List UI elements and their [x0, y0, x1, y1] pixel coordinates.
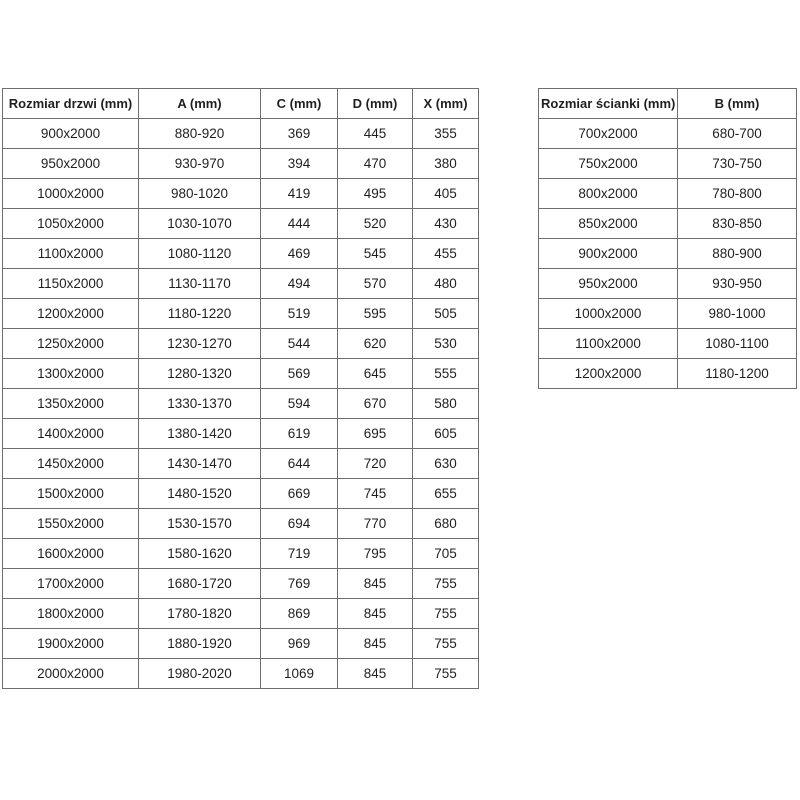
column-header: C (mm) — [261, 89, 338, 119]
table-cell: 1980-2020 — [139, 659, 261, 689]
table-cell: 930-950 — [678, 269, 797, 299]
table-cell: 619 — [261, 419, 338, 449]
table-cell: 1800x2000 — [3, 599, 139, 629]
table-cell: 1400x2000 — [3, 419, 139, 449]
table-cell: 444 — [261, 209, 338, 239]
table-cell: 620 — [338, 329, 413, 359]
table-row — [539, 179, 797, 209]
table-cell: 1200x2000 — [539, 359, 678, 389]
table-cell: 655 — [413, 479, 479, 509]
table-cell: 1700x2000 — [3, 569, 139, 599]
column-header: Rozmiar ścianki (mm) — [539, 89, 678, 119]
table-cell: 1150x2000 — [3, 269, 139, 299]
table-cell: 469 — [261, 239, 338, 269]
table-cell: 1000x2000 — [539, 299, 678, 329]
table-cell: 1230-1270 — [139, 329, 261, 359]
table-cell: 494 — [261, 269, 338, 299]
table-cell: 755 — [413, 629, 479, 659]
table-row — [3, 449, 479, 479]
table-cell: 380 — [413, 149, 479, 179]
table-cell: 430 — [413, 209, 479, 239]
table-row — [3, 239, 479, 269]
table-cell: 394 — [261, 149, 338, 179]
table-cell: 1180-1220 — [139, 299, 261, 329]
table-cell: 1880-1920 — [139, 629, 261, 659]
table-cell: 800x2000 — [539, 179, 678, 209]
table-cell: 770 — [338, 509, 413, 539]
table-cell: 405 — [413, 179, 479, 209]
table-cell: 695 — [338, 419, 413, 449]
table-cell: 969 — [261, 629, 338, 659]
table-cell: 669 — [261, 479, 338, 509]
table-cell: 845 — [338, 659, 413, 689]
table-cell: 1580-1620 — [139, 539, 261, 569]
table-cell: 570 — [338, 269, 413, 299]
table-cell: 1100x2000 — [3, 239, 139, 269]
table-cell: 930-970 — [139, 149, 261, 179]
table-cell: 950x2000 — [539, 269, 678, 299]
column-header: Rozmiar drzwi (mm) — [3, 89, 139, 119]
table-row — [3, 539, 479, 569]
table-cell: 544 — [261, 329, 338, 359]
table-cell: 545 — [338, 239, 413, 269]
table-cell: 1130-1170 — [139, 269, 261, 299]
table-cell: 1550x2000 — [3, 509, 139, 539]
table-cell: 605 — [413, 419, 479, 449]
table-cell: 845 — [338, 629, 413, 659]
table-cell: 755 — [413, 599, 479, 629]
table-cell: 769 — [261, 569, 338, 599]
table-row — [3, 629, 479, 659]
table-cell: 745 — [338, 479, 413, 509]
table-cell: 595 — [338, 299, 413, 329]
table-cell: 730-750 — [678, 149, 797, 179]
table-cell: 1600x2000 — [3, 539, 139, 569]
table-cell: 680-700 — [678, 119, 797, 149]
table-cell: 780-800 — [678, 179, 797, 209]
table-row — [3, 119, 479, 149]
table-row — [3, 419, 479, 449]
header-row — [3, 89, 479, 119]
table-row — [3, 569, 479, 599]
table-row — [3, 509, 479, 539]
table-cell: 1380-1420 — [139, 419, 261, 449]
table-cell: 1000x2000 — [3, 179, 139, 209]
table-cell: 1480-1520 — [139, 479, 261, 509]
table-row — [3, 599, 479, 629]
table-row — [539, 359, 797, 389]
column-header: D (mm) — [338, 89, 413, 119]
table-cell: 880-900 — [678, 239, 797, 269]
table-cell: 719 — [261, 539, 338, 569]
table-cell: 869 — [261, 599, 338, 629]
table-cell: 644 — [261, 449, 338, 479]
table-row — [3, 359, 479, 389]
table-cell: 670 — [338, 389, 413, 419]
column-header: B (mm) — [678, 89, 797, 119]
table-cell: 555 — [413, 359, 479, 389]
table-cell: 980-1020 — [139, 179, 261, 209]
table-cell: 645 — [338, 359, 413, 389]
table-cell: 520 — [338, 209, 413, 239]
table-cell: 505 — [413, 299, 479, 329]
table-row — [3, 179, 479, 209]
table-cell: 755 — [413, 659, 479, 689]
door-sizes-table — [2, 88, 479, 689]
table-cell: 1900x2000 — [3, 629, 139, 659]
table-cell: 1100x2000 — [539, 329, 678, 359]
table-cell: 1200x2000 — [3, 299, 139, 329]
table-cell: 900x2000 — [539, 239, 678, 269]
table-cell: 495 — [338, 179, 413, 209]
table-cell: 1450x2000 — [3, 449, 139, 479]
table-row — [3, 329, 479, 359]
table-cell: 980-1000 — [678, 299, 797, 329]
table-cell: 1780-1820 — [139, 599, 261, 629]
table-cell: 594 — [261, 389, 338, 419]
table-cell: 1330-1370 — [139, 389, 261, 419]
wall-table-body — [539, 119, 797, 389]
table-row — [3, 299, 479, 329]
table-cell: 355 — [413, 119, 479, 149]
table-row — [539, 149, 797, 179]
table-cell: 845 — [338, 599, 413, 629]
table-row — [539, 239, 797, 269]
table-cell: 2000x2000 — [3, 659, 139, 689]
door-table-header — [3, 89, 479, 119]
table-cell: 845 — [338, 569, 413, 599]
table-cell: 750x2000 — [539, 149, 678, 179]
door-table-body — [3, 119, 479, 689]
table-cell: 1300x2000 — [3, 359, 139, 389]
table-cell: 795 — [338, 539, 413, 569]
table-cell: 480 — [413, 269, 479, 299]
table-cell: 694 — [261, 509, 338, 539]
table-cell: 1180-1200 — [678, 359, 797, 389]
table-row — [539, 119, 797, 149]
column-header: X (mm) — [413, 89, 479, 119]
table-row — [539, 329, 797, 359]
table-row — [539, 299, 797, 329]
table-cell: 1500x2000 — [3, 479, 139, 509]
table-row — [539, 269, 797, 299]
table-cell: 369 — [261, 119, 338, 149]
table-cell: 1280-1320 — [139, 359, 261, 389]
table-cell: 720 — [338, 449, 413, 479]
table-cell: 880-920 — [139, 119, 261, 149]
table-cell: 850x2000 — [539, 209, 678, 239]
table-row — [3, 269, 479, 299]
table-cell: 519 — [261, 299, 338, 329]
table-cell: 455 — [413, 239, 479, 269]
table-cell: 1530-1570 — [139, 509, 261, 539]
header-row — [539, 89, 797, 119]
table-row — [3, 389, 479, 419]
table-cell: 569 — [261, 359, 338, 389]
table-row — [3, 479, 479, 509]
table-cell: 1680-1720 — [139, 569, 261, 599]
table-cell: 1350x2000 — [3, 389, 139, 419]
table-cell: 705 — [413, 539, 479, 569]
table-cell: 419 — [261, 179, 338, 209]
table-cell: 445 — [338, 119, 413, 149]
table-cell: 1080-1100 — [678, 329, 797, 359]
table-cell: 1030-1070 — [139, 209, 261, 239]
table-row — [3, 209, 479, 239]
table-cell: 530 — [413, 329, 479, 359]
table-cell: 1250x2000 — [3, 329, 139, 359]
wall-table-header — [539, 89, 797, 119]
column-header: A (mm) — [139, 89, 261, 119]
table-cell: 580 — [413, 389, 479, 419]
table-row — [539, 209, 797, 239]
table-cell: 830-850 — [678, 209, 797, 239]
table-row — [3, 149, 479, 179]
table-cell: 680 — [413, 509, 479, 539]
table-cell: 630 — [413, 449, 479, 479]
table-row — [3, 659, 479, 689]
table-cell: 950x2000 — [3, 149, 139, 179]
table-cell: 1050x2000 — [3, 209, 139, 239]
table-cell: 900x2000 — [3, 119, 139, 149]
table-cell: 700x2000 — [539, 119, 678, 149]
table-cell: 470 — [338, 149, 413, 179]
table-cell: 1080-1120 — [139, 239, 261, 269]
table-cell: 1430-1470 — [139, 449, 261, 479]
table-cell: 1069 — [261, 659, 338, 689]
table-cell: 755 — [413, 569, 479, 599]
wall-sizes-table — [538, 88, 797, 389]
